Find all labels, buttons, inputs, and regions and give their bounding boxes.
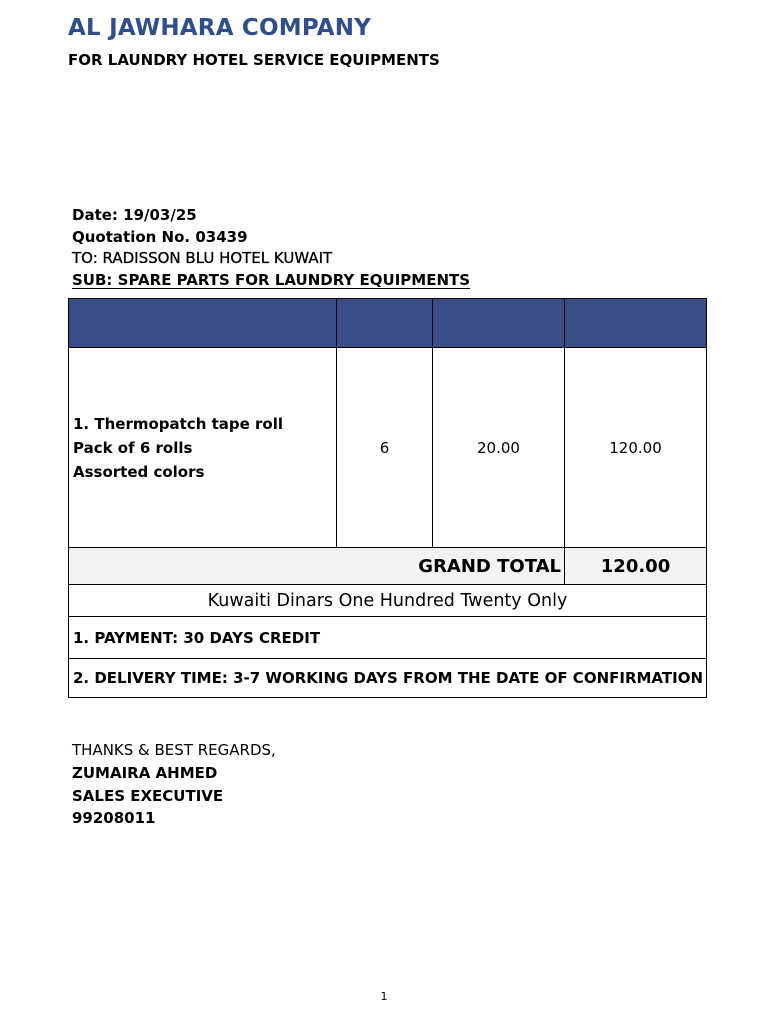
signer-name: ZUMAIRA AHMED xyxy=(72,764,218,782)
item-description-line: 1. Thermopatch tape roll xyxy=(73,414,284,433)
delivery-terms: 2. DELIVERY TIME: 3-7 WORKING DAYS FROM THE DATE OF CONFIRMATION xyxy=(69,659,707,698)
item-description-line: Assorted colors xyxy=(73,462,205,481)
items-table xyxy=(68,298,707,548)
summary-table xyxy=(68,547,707,698)
header-cell-quantity xyxy=(337,299,433,348)
closing-line: THANKS & BEST REGARDS, xyxy=(72,741,276,759)
amount-words-row xyxy=(69,585,707,617)
grand-total-label: GRAND TOTAL xyxy=(69,548,565,585)
item-description-line: Pack of 6 rolls xyxy=(73,438,193,457)
delivery-row xyxy=(69,659,707,698)
item-description xyxy=(69,348,337,548)
payment-row xyxy=(69,617,707,659)
item-unit-price: 20.00 xyxy=(433,348,565,548)
header-cell-description xyxy=(69,299,337,348)
grand-total-value: 120.00 xyxy=(565,548,707,585)
company-tagline: FOR LAUNDRY HOTEL SERVICE EQUIPMENTS xyxy=(68,51,440,69)
signer-title: SALES EXECUTIVE xyxy=(72,787,224,805)
amount-in-words: Kuwaiti Dinars One Hundred Twenty Only xyxy=(69,585,707,617)
quotation-subject: SUB: SPARE PARTS FOR LAUNDRY EQUIPMENTS xyxy=(72,271,471,289)
table-row xyxy=(69,348,707,548)
quotation-recipient: TO: RADISSON BLU HOTEL KUWAIT xyxy=(72,249,333,267)
header-cell-unit-price xyxy=(433,299,565,348)
item-quantity: 6 xyxy=(337,348,433,548)
quotation-date: Date: 19/03/25 xyxy=(72,206,197,224)
payment-terms: 1. PAYMENT: 30 DAYS CREDIT xyxy=(69,617,707,659)
grand-total-row xyxy=(69,548,707,585)
header-cell-total xyxy=(565,299,707,348)
quotation-number: Quotation No. 03439 xyxy=(72,228,248,246)
item-total: 120.00 xyxy=(565,348,707,548)
page-number: 1 xyxy=(380,990,388,1003)
items-table-header xyxy=(69,299,707,348)
signer-phone: 99208011 xyxy=(72,809,156,827)
company-name: AL JAWHARA COMPANY xyxy=(68,15,372,41)
